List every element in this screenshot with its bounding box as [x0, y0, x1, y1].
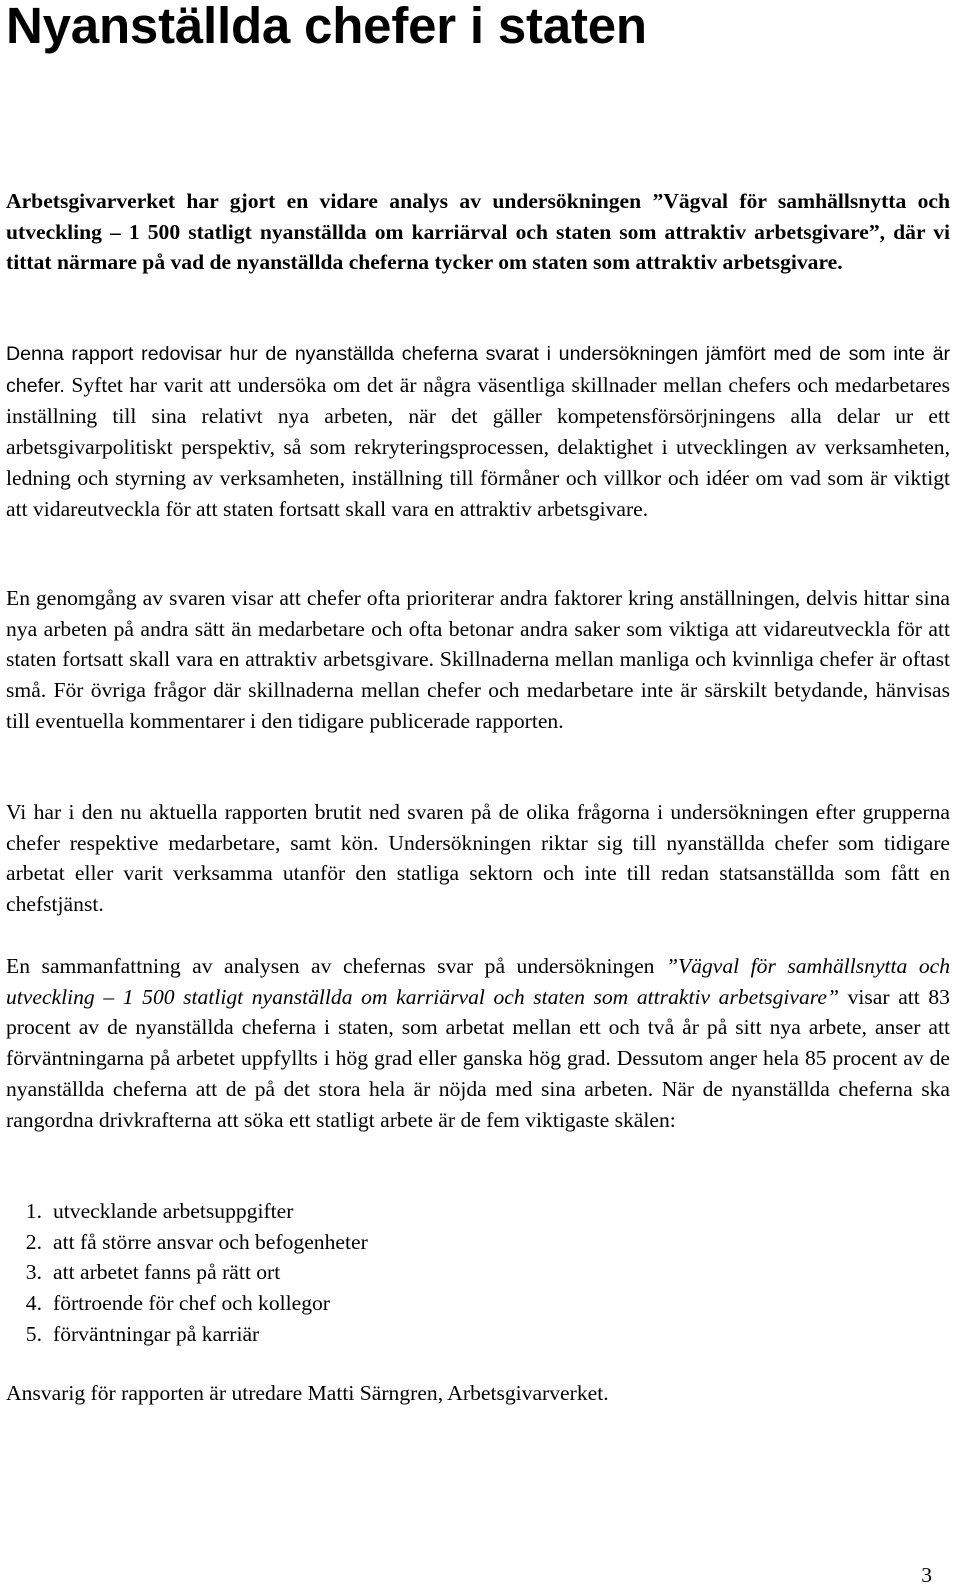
list-item-text: förväntningar på karriär [53, 1321, 260, 1346]
list-item [6, 1227, 368, 1258]
list-item-number: 5. [25, 1321, 42, 1346]
list-item [6, 1288, 368, 1319]
list-item-number: 3. [25, 1260, 42, 1285]
list-item-number: 2. [25, 1229, 42, 1254]
page-number: 3 [921, 1563, 932, 1587]
list-item-text: utvecklande arbetsuppgifter [53, 1199, 294, 1223]
list-item [6, 1257, 368, 1288]
list-item-text: att få större ansvar och befogenheter [53, 1229, 368, 1254]
page-title: Nyanställda chefer i staten [6, 0, 647, 54]
list-item [6, 1319, 368, 1350]
findings-paragraph: En genomgång av svaren visar att chefer ofta prioriterar andra faktorer kring anställningen, delvis hittar sina nya arbeten på andra sätt än medarbetare och ofta betonar andra saker som viktiga att vidareutveckla för att staten fortsatt skall vara en attraktiv arbetsgivare. Skillnaderna mellan manliga och kvinnliga chefer är oftast små. För övriga frågor där skillnaderna mellan chefer och medarbetare inte är särskilt betydande, hänvisas till eventuella kommentarer i den tidigare publicerade rapporten. [6, 586, 950, 733]
summary-text-before: En sammanfattning av analysen av chefernas svar på undersökningen [6, 954, 666, 978]
list-item-text: förtroende för chef och kollegor [53, 1291, 330, 1316]
intro-paragraph: Arbetsgivarverket har gjort en vidare analys av undersökningen ”Vägval för samhällsnytta och utveckling – 1 500 statligt nyanställda om karriärval och staten som attraktiv arbetsgivare”, där vi tittat närmare på vad de nyanställda cheferna tycker om staten som attraktiv arbetsgivare. [6, 189, 950, 275]
list-item-number: 1. [25, 1199, 42, 1223]
summary-text-after: visar att 83 procent av de nyanställda cheferna i staten, som arbetat mellan ett och två år på sitt nya arbete, anser att förväntningarna på arbetet uppfyllts i hög grad eller ganska hög grad. Dessutom anger hela 85 procent av de nyanställda cheferna att de på det stora hela är nöjda med sina arbeten. När de nyanställda cheferna ska rangordna drivkrafterna att söka ett statligt arbete är de fem viktigaste skälen: [6, 984, 950, 1132]
list-item-number: 4. [25, 1291, 42, 1316]
survey-title-italic: ”Vägval för samhällsnytta och utveckling – 1 500 statligt nyanställda om karriärval och staten som attraktiv arbetsgivare” [6, 954, 951, 1009]
method-paragraph: Vi har i den nu aktuella rapporten brutit ned svaren på de olika frågorna i undersökningen efter grupperna chefer respektive medarbetare, samt kön. Undersökningen riktar sig till nyanställda chefer som tidigare arbetat eller varit verksamma utanför den statliga sektorn och inte till redan statsanställda som fått en chefstjänst. [6, 800, 950, 917]
list-item [6, 1196, 368, 1227]
summary-paragraph [6, 951, 950, 1135]
report-description-lead: Denna rapport redovisar hur de nyanställda cheferna svarat i undersökningen jämfört med de som inte är chefer. [6, 343, 950, 397]
responsible-note: Ansvarig för rapporten är utredare Matti Särngren, Arbetsgivarverket. [6, 1381, 609, 1405]
reasons-list [6, 1196, 368, 1350]
report-description-paragraph [6, 338, 950, 524]
list-item-text: att arbetet fanns på rätt ort [53, 1260, 281, 1285]
report-purpose-text: Syftet har varit att undersöka om det är några väsentliga skillnader mellan chefers och medarbetares inställning till sina relativt nya arbeten, när det gäller kompetensförsörjningens alla delar ur ett arbetsgivarpolitiskt perspektiv, så som rekryteringsprocessen, delaktighet i utvecklingen av verksamheten, ledning och styrning av verksamheten, inställning till förmåner och villkor och idéer om vad som är viktigt att vidareutveckla för att staten fortsatt skall vara en attraktiv arbetsgivare. [6, 372, 950, 521]
